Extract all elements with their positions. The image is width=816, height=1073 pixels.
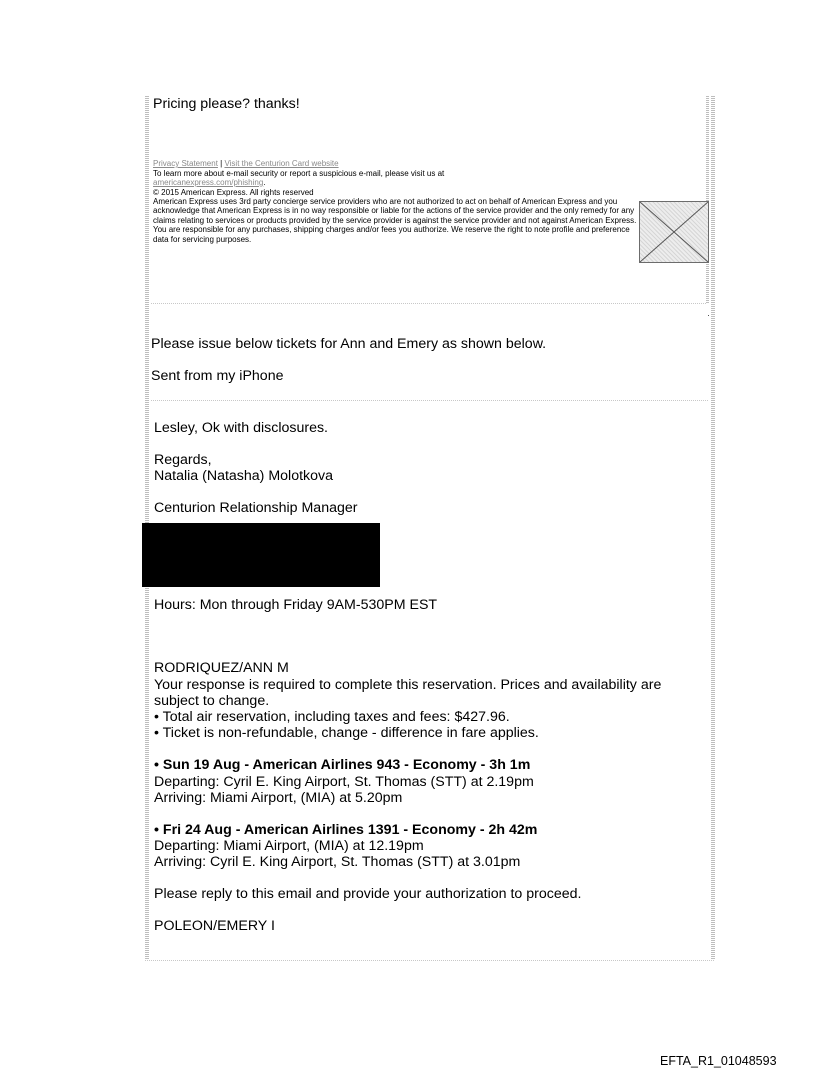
reply-signer: Natalia (Natasha) Molotkova bbox=[154, 468, 333, 484]
flight-2-departing: Departing: Miami Airport, (MIA) at 12.19pm bbox=[154, 838, 424, 854]
frame-bottom-border bbox=[145, 960, 715, 961]
flight-1-departing: Departing: Cyril E. King Airport, St. Thomas (STT) at 2.19pm bbox=[154, 774, 534, 790]
issue-request-text: Please issue below tickets for Ann and Emery as shown below. bbox=[151, 336, 547, 352]
flight-1-arriving: Arriving: Miami Airport, (MIA) at 5.20pm bbox=[154, 790, 403, 806]
flight-2-heading: • Fri 24 Aug - American Airlines 1391 - Economy - 2h 42m bbox=[154, 822, 538, 838]
phishing-period: . bbox=[263, 178, 266, 187]
document-id: EFTA_R1_01048593 bbox=[660, 1054, 777, 1068]
footer-security-text: To learn more about e-mail security or report a suspicious e-mail, please visit us at bbox=[153, 169, 445, 178]
footer-separator: | bbox=[217, 159, 225, 168]
reservation-notice-line-1: Your response is required to complete this reservation. Prices and availability are bbox=[154, 677, 662, 693]
footer-links bbox=[153, 159, 643, 168]
reservation-notice-line-2: subject to change. bbox=[154, 693, 270, 709]
footer-copyright: © 2015 American Express. All rights reserved bbox=[153, 188, 314, 197]
frame-right-border bbox=[711, 96, 715, 961]
reply-title: Centurion Relationship Manager bbox=[154, 500, 358, 516]
stray-dot bbox=[708, 315, 709, 316]
reply-regards: Regards, bbox=[154, 452, 212, 468]
centurion-website-link[interactable]: Visit the Centurion Card website bbox=[224, 159, 339, 168]
pricing-request-text: Pricing please? thanks! bbox=[153, 96, 300, 112]
passenger-1-name: RODRIQUEZ/ANN M bbox=[154, 660, 289, 676]
reply-request-text: Please reply to this email and provide your authorization to proceed. bbox=[154, 886, 582, 902]
reply-greeting: Lesley, Ok with disclosures. bbox=[154, 420, 328, 436]
reply-hours: Hours: Mon through Friday 9AM-530PM EST bbox=[154, 597, 438, 613]
bullet-ticket-terms: • Ticket is non-refundable, change - difference in fare applies. bbox=[154, 725, 539, 741]
phishing-link[interactable]: americanexpress.com/phishing bbox=[153, 178, 264, 187]
footer-disclaimer: American Express uses 3rd party concierge service providers who are not authorized to act on behalf of American Express and you acknowledge that American Express is in no way responsible or liable for the actions of the service provider and the only remedy for any claims relating to services or products provided by the service provider is against the service provider and not against American Express. You are responsible for any purchases, shipping charges and/or fees you authorize. We reserve the right to note profile and preference data for servicing purposes. bbox=[153, 197, 637, 244]
flight-1-heading: • Sun 19 Aug - American Airlines 943 - Economy - 3h 1m bbox=[154, 757, 531, 773]
sent-from-text: Sent from my iPhone bbox=[151, 368, 284, 384]
quote-box-1-bottom bbox=[151, 303, 709, 304]
flight-2-arriving: Arriving: Cyril E. King Airport, St. Thomas (STT) at 3.01pm bbox=[154, 854, 521, 870]
image-placeholder-icon bbox=[639, 201, 709, 263]
footer-phishing-line bbox=[153, 178, 643, 187]
quote-box-2-top bbox=[151, 400, 709, 401]
bullet-total-price: • Total air reservation, including taxes and fees: $427.96. bbox=[154, 709, 510, 725]
privacy-statement-link[interactable]: Privacy Statement bbox=[153, 159, 218, 168]
quote-box-1-inner-right bbox=[706, 96, 709, 304]
passenger-2-name: POLEON/EMERY I bbox=[154, 918, 275, 934]
redaction-block bbox=[142, 523, 380, 587]
